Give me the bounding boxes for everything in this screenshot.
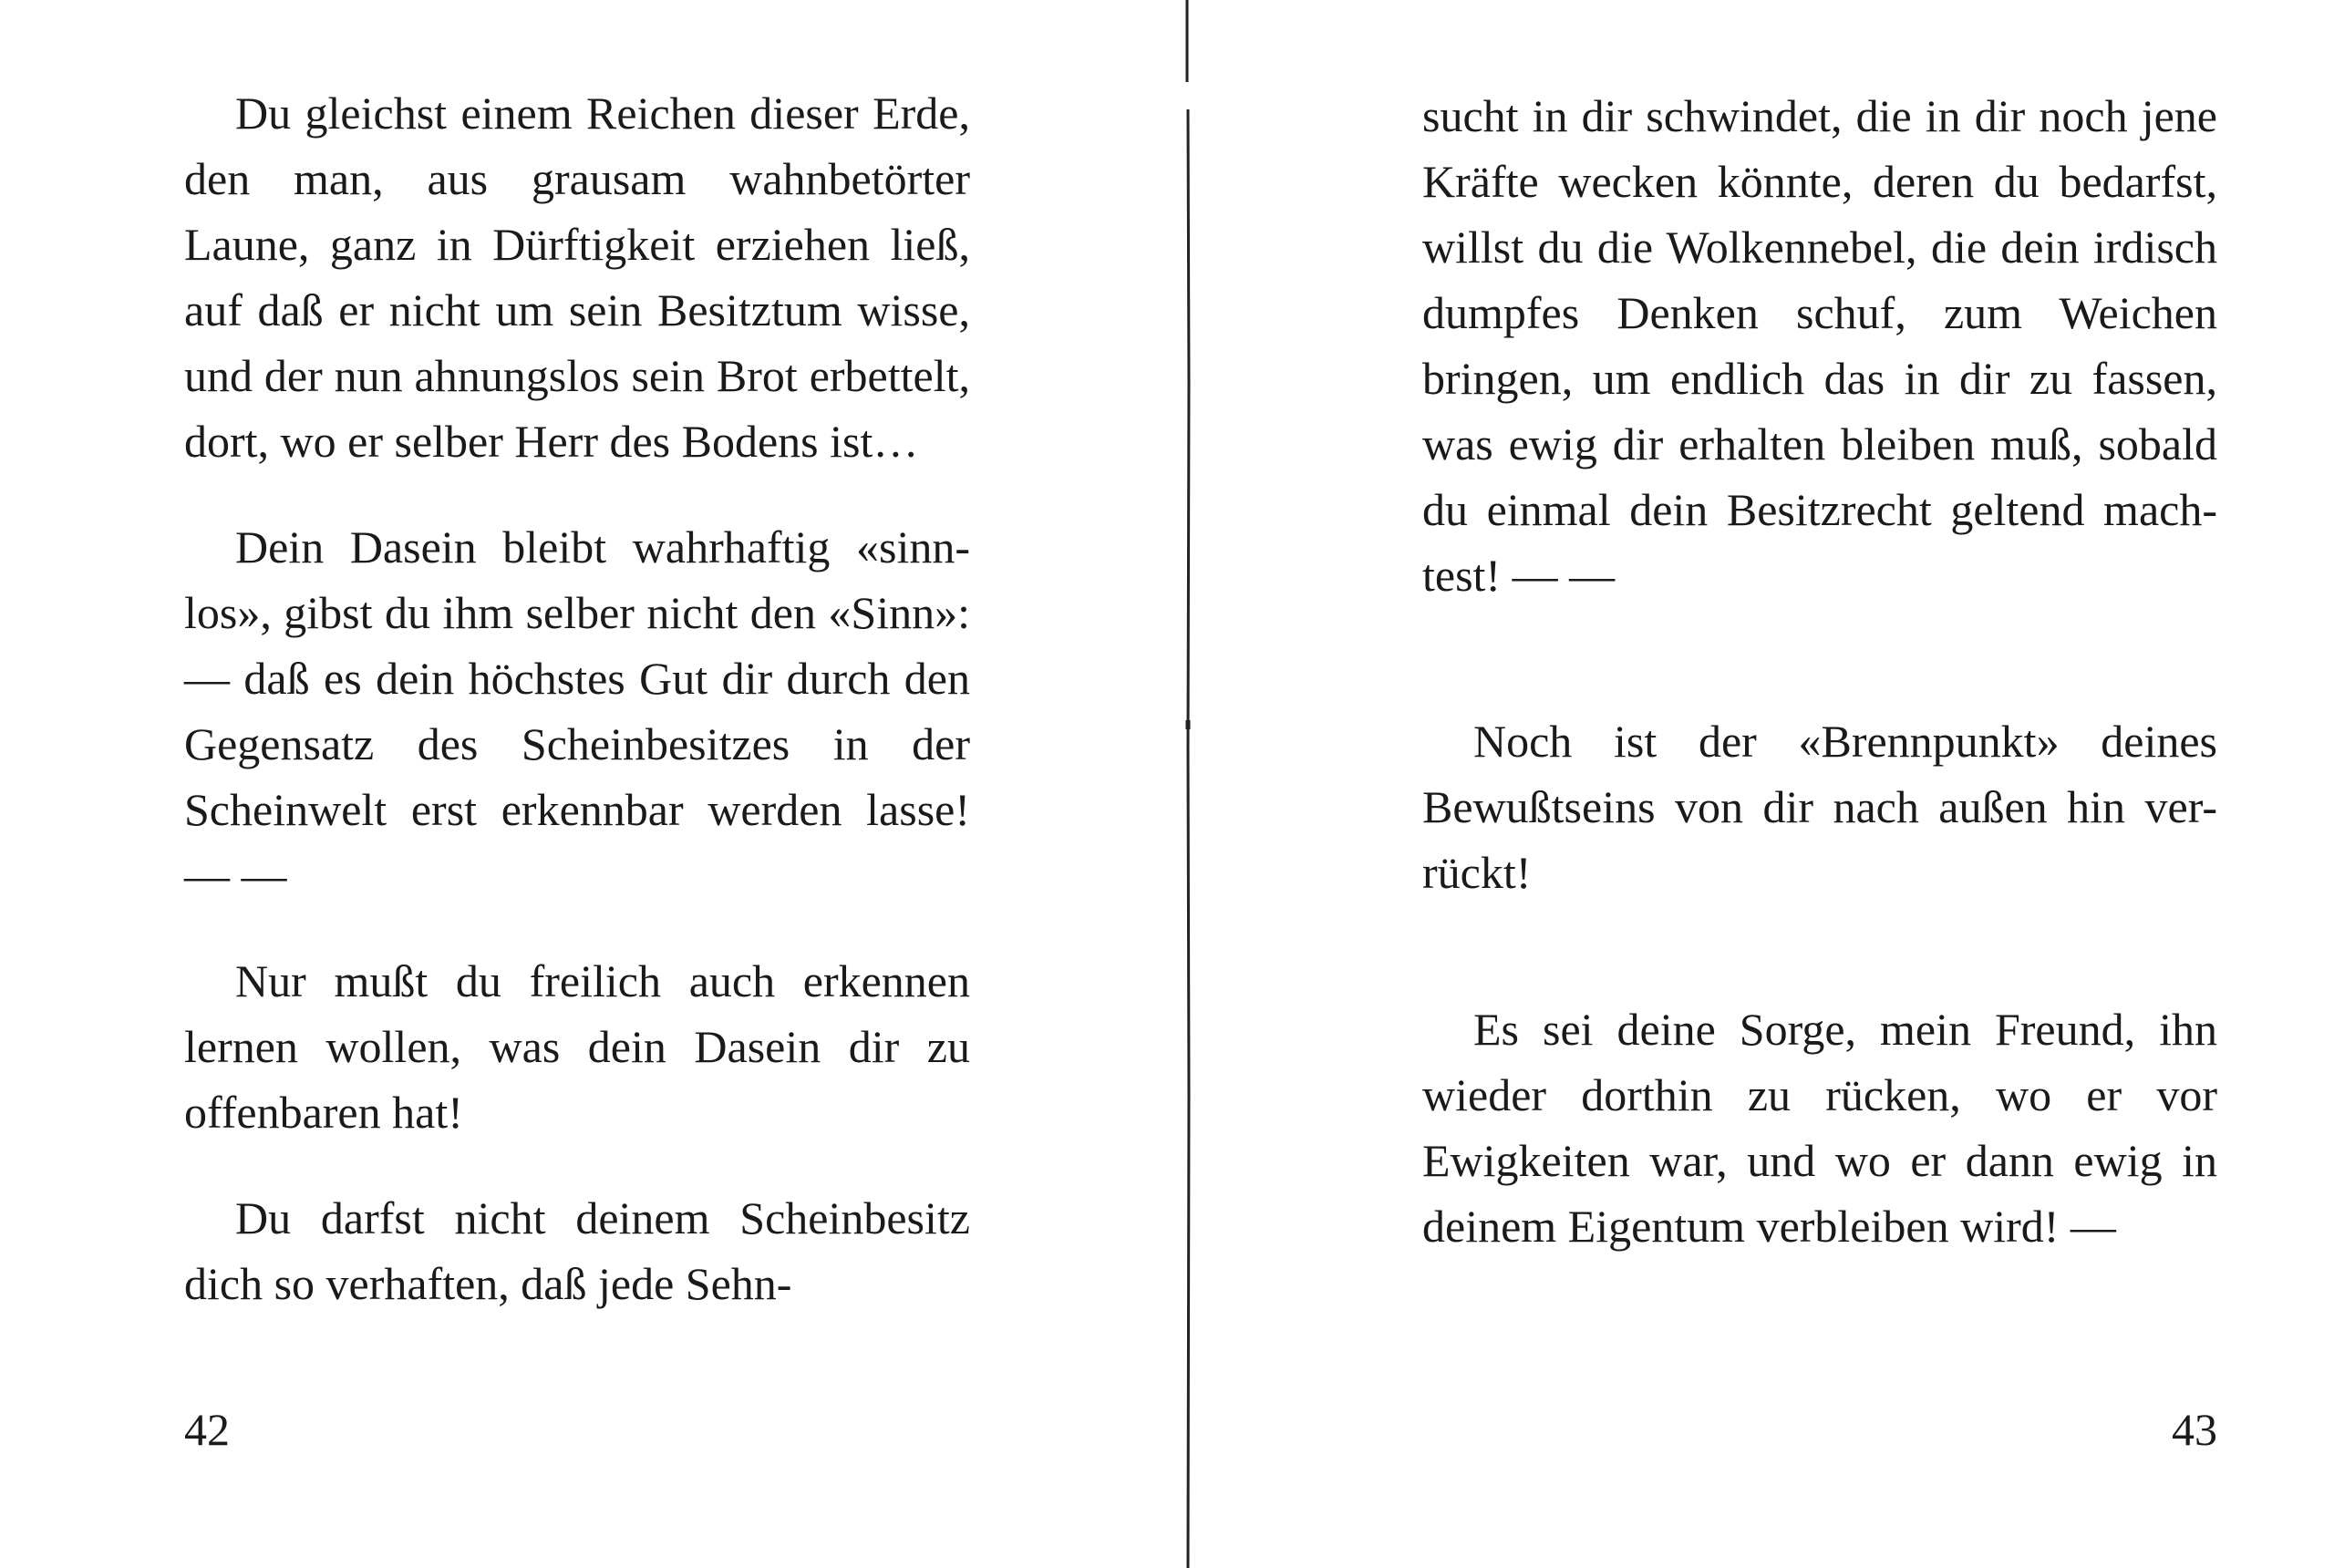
gutter-line — [1183, 0, 1193, 1568]
right-text-column — [1422, 83, 2217, 1259]
paragraph: Du gleichst einem Reichen dieser Erde, den man, aus grausam wahnbetörter Laune, ganz in Dürftigkeit erziehen ließ, auf daß er nicht um sein Besitztum wisse, und der nun ahnungslos sein Brot erbettelt, dort, wo er selber Herr des Bodens ist… — [184, 88, 970, 467]
paragraph: Es sei deine Sorge, mein Freund, ihn wieder dorthin zu rücken, wo er vor Ewigkeiten war, und wo er dann ewig in deinem Eigentum verbleiben wird! — — [1422, 1004, 2217, 1252]
left-text-column — [184, 80, 970, 1316]
paragraph-spacer — [184, 474, 970, 514]
paragraph: Noch ist der «Brennpunkt» deines Bewußtseins von dir nach außen hin ver-rückt! — [1422, 716, 2217, 898]
paragraph-spacer — [184, 908, 970, 948]
paragraph-spacer — [1422, 608, 2217, 708]
page-number: 42 — [184, 1404, 230, 1455]
paragraph: Du darfst nicht deinem Scheinbesitz dich so verhaften, daß jede Sehn- — [184, 1192, 970, 1309]
page-number: 43 — [2172, 1404, 2217, 1455]
right-page — [1194, 0, 2334, 1568]
paragraph: Nur mußt du freilich auch erkennen lernen wollen, was dein Dasein dir zu offenbaren hat! — [184, 955, 970, 1138]
paragraph: Dein Dasein bleibt wahrhaftig «sinnlos», gibst du ihm selber nicht den «Sinn»: — daß es dein höchstes Gut dir durch den Gegensatz des Scheinbesitzes in der Scheinwelt erst erkennbar werden lasse! — — — [184, 521, 970, 901]
book-gutter — [1183, 0, 1193, 1568]
paragraph-spacer — [184, 1145, 970, 1185]
paragraph: sucht in dir schwindet, die in dir noch jene Kräfte wecken könnte, deren du bedarfst, willst du die Wolkennebel, die dein irdisch dumpfes Denken schuf, zum Weichen bringen, um endlich das in dir zu fassen, was ewig dir erhalten bleiben muß, sobald du einmal dein Besitzrecht geltend machtest! — — — [1422, 90, 2217, 601]
paragraph-spacer — [1422, 905, 2217, 996]
